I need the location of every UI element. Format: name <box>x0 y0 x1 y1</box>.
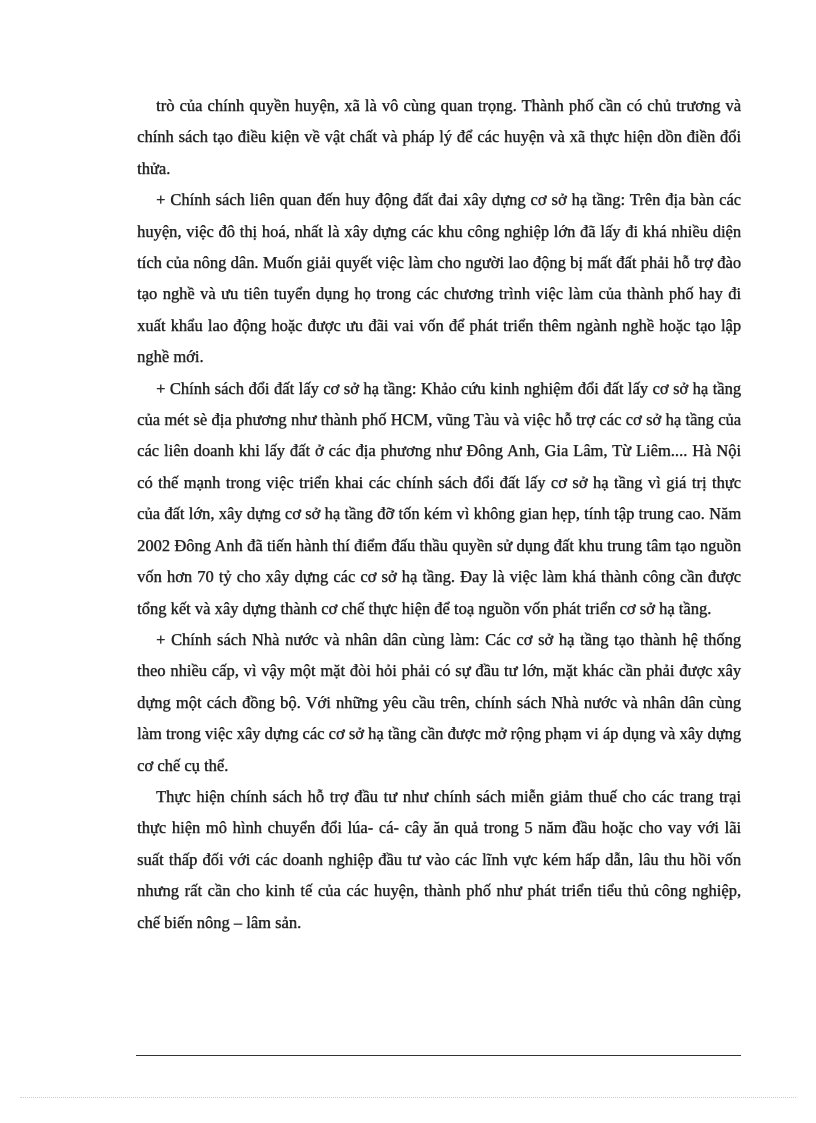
paragraph-2: + Chính sách liên quan đến huy động đất đai xây dựng cơ sở hạ tầng: Trên địa bàn các huyện, việc đô thị hoá, nhất là xây dựng các khu công nghiệp lớn đã lấy đi khá nhiều diện tích của nông dân. Muốn giải quyết việc làm cho người lao động bị mất đất phải hỗ trợ đào tạo nghề và ưu tiên tuyển dụng họ trong các chương trình việc làm của thành phố hay đi xuất khẩu lao động hoặc được ưu đãi vai vốn để phát triển thêm ngành nghề hoặc tạo lập nghề mới. <box>137 190 741 367</box>
paragraph-3: + Chính sách đổi đất lấy cơ sở hạ tầng: Khảo cứu kinh nghiệm đổi đất lấy cơ sở hạ tầng của mét sè địa phương như thành phố HCM, vũng Tàu và việc hỗ trợ các cơ sở hạ tầng của các liên doanh khi lấy đất ở các địa phương như Đông Anh, Gia Lâm, Từ Liêm.... Hà Nội có thế mạnh trong việc triển khai các chính sách đổi đất lấy cơ sở hạ tầng vì giá trị thực của đất lớn, xây dựng cơ sở hạ tầng đỡ tốn kém vì không gian hẹp, tính tập trung cao. Năm 2002 Đông Anh đã tiến hành thí điểm đấu thầu quyền sử dụng đất khu trung tâm tạo nguồn vốn hơn 70 tỷ cho xây dựng các cơ sở hạ tầng. Đay là việc làm khá thành công cần được tổng kết và xây dựng thành cơ chế thực hiện để toạ nguồn vốn phát triển cơ sở hạ tầng. <box>137 378 741 618</box>
page-bottom-dotted-border <box>20 1097 796 1098</box>
document-body <box>137 90 741 938</box>
paragraph-1: trò của chính quyền huyện, xã là vô cùng quan trọng. Thành phố cần có chủ trương và chính sách tạo điều kiện về vật chất và pháp lý để các huyện và xã thực hiện dồn điền đổi thửa. <box>137 96 741 178</box>
paragraph-4: + Chính sách Nhà nước và nhân dân cùng làm: Các cơ sở hạ tầng tạo thành hệ thống theo nhiều cấp, vì vậy một mặt đòi hỏi phải có sự đầu tư lớn, mặt khác cần phải được xây dựng một cách đồng bộ. Với những yêu cầu trên, chính sách Nhà nước và nhân dân cùng làm trong việc xây dựng các cơ sở hạ tầng cần được mở rộng phạm vi áp dụng và xây dựng cơ chế cụ thể. <box>137 629 741 775</box>
footer-divider <box>136 1055 741 1056</box>
paragraph-5: Thực hiện chính sách hỗ trợ đầu tư như chính sách miễn giảm thuế cho các trang trại thực hiện mô hình chuyển đổi lúa- cá- cây ăn quả trong 5 năm đầu hoặc cho vay với lãi suất thấp đối với các doanh nghiệp đầu tư vào các lĩnh vực kém hấp dẫn, lâu thu hồi vốn nhưng rất cần cho kinh tế của các huyện, thành phố như phát triển tiểu thủ công nghiệp, chế biến nông – lâm sản. <box>137 786 741 932</box>
